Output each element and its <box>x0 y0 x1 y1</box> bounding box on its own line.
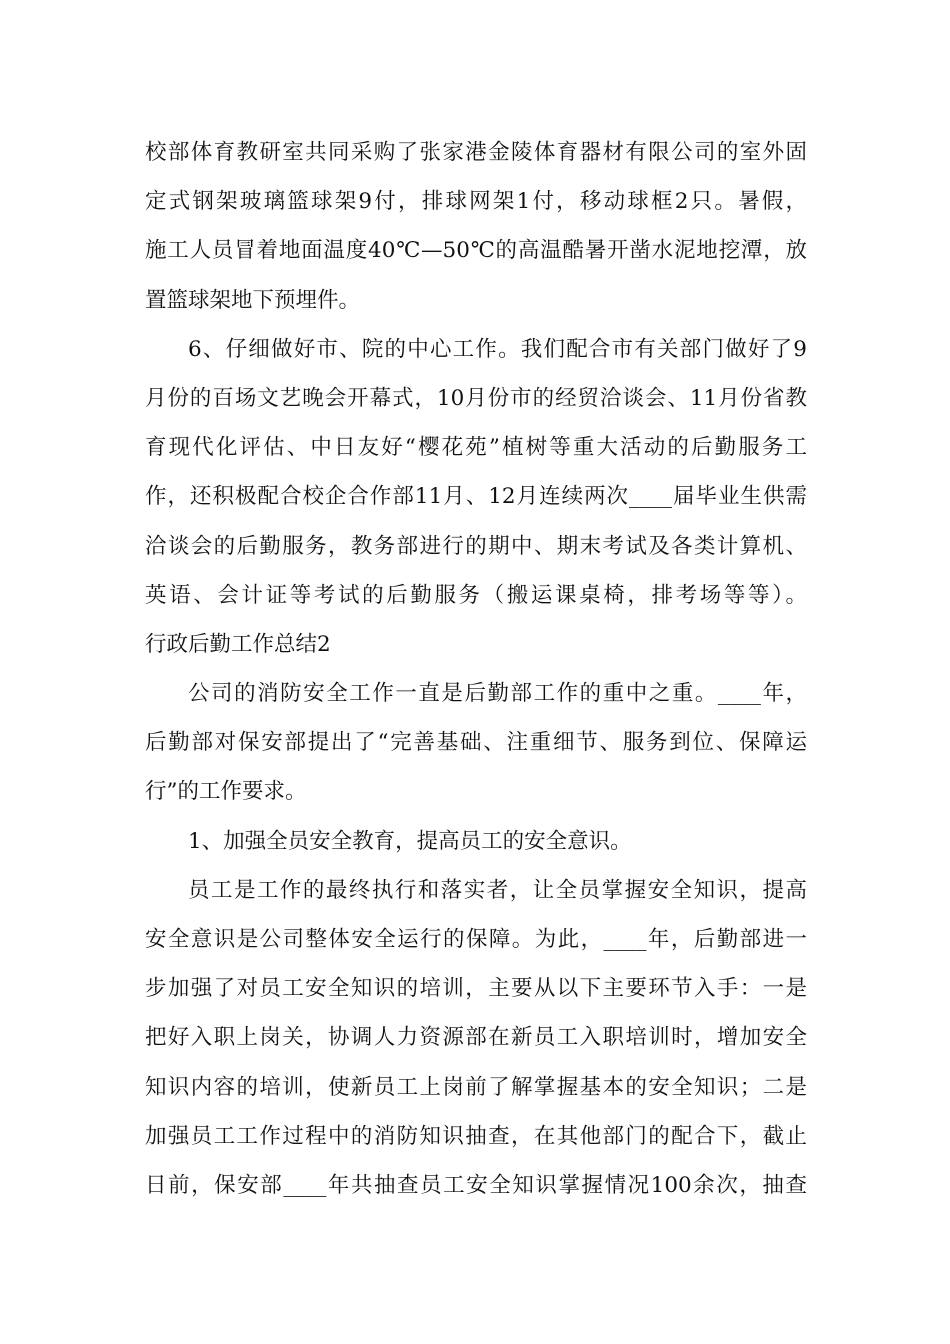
text-line: 英语、会计证等考试的后勤服务（搬运课桌椅，排考场等等）。 <box>145 582 807 608</box>
text-line: 加强员工工作过程中的消防知识抽查，在其他部门的配合下，截止 <box>145 1123 807 1149</box>
text-line: 月份的百场文艺晚会开幕式，10月份市的经贸洽谈会、11月份省教 <box>145 385 807 411</box>
text-line: 员工是工作的最终执行和落实者，让全员掌握安全知识，提高 <box>188 877 807 903</box>
text-line: 行政后勤工作总结2 <box>145 631 331 657</box>
text-line: 6、仔细做好市、院的中心工作。我们配合市有关部门做好了9 <box>188 336 807 362</box>
text-line: 知识内容的培训，使新员工上岗前了解掌握基本的安全知识；二是 <box>145 1074 807 1100</box>
text-line: 作，还积极配合校企合作部11月、12月连续两次____届毕业生供需 <box>145 484 807 510</box>
text-line: 洽谈会的后勤服务，教务部进行的期中、期末考试及各类计算机、 <box>145 533 807 559</box>
text-line: 定式钢架玻璃篮球架9付，排球网架1付，移动球框2只。暑假， <box>145 189 807 215</box>
text-line: 施工人员冒着地面温度40℃—50℃的高温酷暑开凿水泥地挖潭，放 <box>145 238 807 264</box>
document-body <box>145 128 807 1210</box>
text-line: 公司的消防安全工作一直是后勤部工作的重中之重。____年， <box>188 681 807 707</box>
text-line: 行”的工作要求。 <box>145 779 307 805</box>
text-line: 日前，保安部____年共抽查员工安全知识掌握情况100余次，抽查 <box>145 1172 807 1198</box>
text-line: 1、加强全员安全教育，提高员工的安全意识。 <box>188 828 632 854</box>
text-line: 后勤部对保安部提出了“完善基础、注重细节、服务到位、保障运 <box>145 730 807 756</box>
text-line: 置篮球架地下预埋件。 <box>145 287 361 313</box>
text-line: 把好入职上岗关，协调人力资源部在新员工入职培训时，增加安全 <box>145 1025 807 1051</box>
text-line: 育现代化评估、中日友好“樱花苑”植树等重大活动的后勤服务工 <box>145 435 807 461</box>
text-line: 校部体育教研室共同采购了张家港金陵体育器材有限公司的室外固 <box>145 140 807 165</box>
text-line: 安全意识是公司整体安全运行的保障。为此，____年，后勤部进一 <box>145 927 807 952</box>
text-line: 步加强了对员工安全知识的培训，主要从以下主要环节入手：一是 <box>145 976 807 1002</box>
